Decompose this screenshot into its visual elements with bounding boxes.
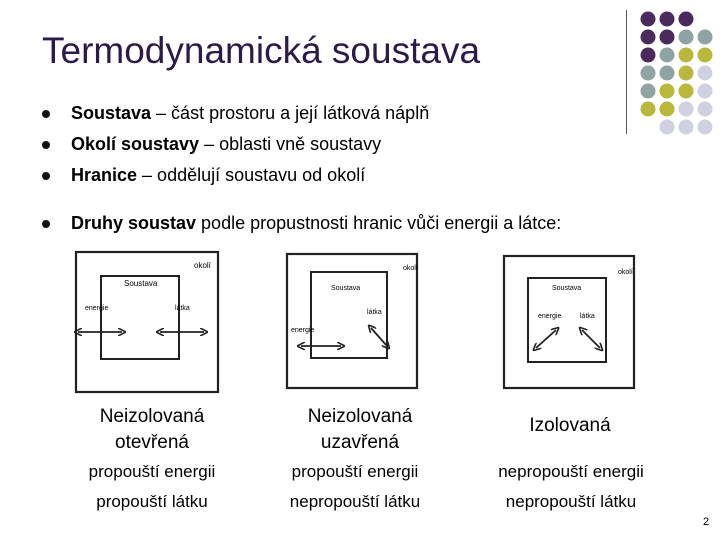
decorative-dot-grid: [638, 10, 720, 140]
surroundings-border: [76, 252, 218, 392]
bullet-text: podle propustnosti hranic vůči energii a látce:: [196, 213, 562, 233]
surroundings-border: [287, 254, 417, 388]
decorative-dot: [641, 66, 656, 81]
properties-closed-system: [250, 457, 460, 517]
system-type-name: Neizolovaná: [99, 406, 205, 427]
bullet-text: – část prostoru a její látková náplň: [151, 103, 430, 123]
system-label: Soustava: [331, 285, 361, 292]
caption-closed-system: [255, 404, 465, 456]
decorative-dot: [660, 30, 675, 45]
decorative-dot: [641, 12, 656, 27]
decorative-dot: [698, 120, 713, 135]
surroundings-border: [504, 256, 634, 388]
decorative-dot: [698, 102, 713, 117]
decorative-dot: [641, 84, 656, 99]
properties-open-system: [47, 457, 257, 517]
matter-label: látka: [580, 313, 595, 320]
matter-arrow-blocked: [582, 330, 600, 348]
system-type-subname: otevřená: [115, 432, 189, 453]
decorative-dot: [641, 102, 656, 117]
energy-property: propouští energii: [291, 462, 419, 481]
system-label: Soustava: [124, 279, 158, 288]
energy-label: energie: [291, 327, 315, 334]
bullet-icon: [42, 110, 50, 118]
decorative-dot: [660, 66, 675, 81]
slide-title: Termodynamická soustava: [42, 30, 481, 71]
surroundings-label: okolí: [403, 265, 418, 272]
decorative-dot: [660, 84, 675, 99]
decorative-dot: [660, 102, 675, 117]
energy-arrow-blocked: [536, 330, 556, 348]
page-number: 2: [703, 516, 710, 528]
caption-isolated-system: [470, 413, 670, 439]
decorative-dot: [679, 12, 694, 27]
decorative-dot: [641, 30, 656, 45]
bullet-term: Druhy soustav: [71, 213, 197, 233]
decorative-dot: [698, 66, 713, 81]
system-label: Soustava: [552, 285, 582, 292]
bullet-term: Okolí soustavy: [71, 134, 200, 154]
matter-property: nepropouští látku: [505, 492, 637, 511]
bullet-icon: [42, 220, 50, 228]
decorative-dot: [660, 12, 675, 27]
decorative-dot: [698, 48, 713, 63]
energy-label: energie: [538, 313, 562, 320]
decorative-dot: [679, 30, 694, 45]
diagram-isolated-system: [500, 252, 638, 392]
matter-property: propouští látku: [96, 492, 208, 511]
matter-arrow-blocked: [371, 328, 387, 346]
bullet-text: – oddělují soustavu od okolí: [137, 165, 366, 185]
matter-label: látka: [175, 305, 190, 312]
bullet-term: Hranice: [71, 165, 138, 185]
decorative-dot: [679, 66, 694, 81]
decorative-dot: [679, 102, 694, 117]
matter-property: nepropouští látku: [289, 492, 421, 511]
bullet-text: – oblasti vně soustavy: [199, 134, 382, 154]
energy-label: energie: [85, 305, 109, 312]
bullet-term: Soustava: [71, 103, 152, 123]
decorative-dot: [698, 84, 713, 99]
system-type-name: Izolovaná: [529, 415, 611, 436]
surroundings-label: okolí: [618, 269, 633, 276]
system-type-subname: uzavřená: [320, 432, 400, 453]
system-type-name: Neizolovaná: [307, 406, 413, 427]
properties-isolated-system: [466, 457, 676, 517]
bullet-icon: [42, 141, 50, 149]
energy-property: propouští energii: [88, 462, 216, 481]
energy-property: nepropouští energii: [498, 462, 644, 481]
system-boundary: [101, 276, 179, 359]
diagram-closed-system: [283, 250, 421, 392]
decorative-dot: [679, 120, 694, 135]
matter-label: látka: [367, 309, 382, 316]
decorative-dot: [660, 48, 675, 63]
decorative-dot: [660, 120, 675, 135]
bullet-icon: [42, 172, 50, 180]
decorative-dot: [679, 84, 694, 99]
decorative-dot: [698, 30, 713, 45]
decorative-divider: [626, 10, 627, 134]
surroundings-label: okolí: [194, 261, 211, 270]
decorative-dot: [679, 48, 694, 63]
diagram-open-system: [72, 248, 222, 396]
decorative-dot: [641, 48, 656, 63]
caption-open-system: [52, 404, 252, 456]
